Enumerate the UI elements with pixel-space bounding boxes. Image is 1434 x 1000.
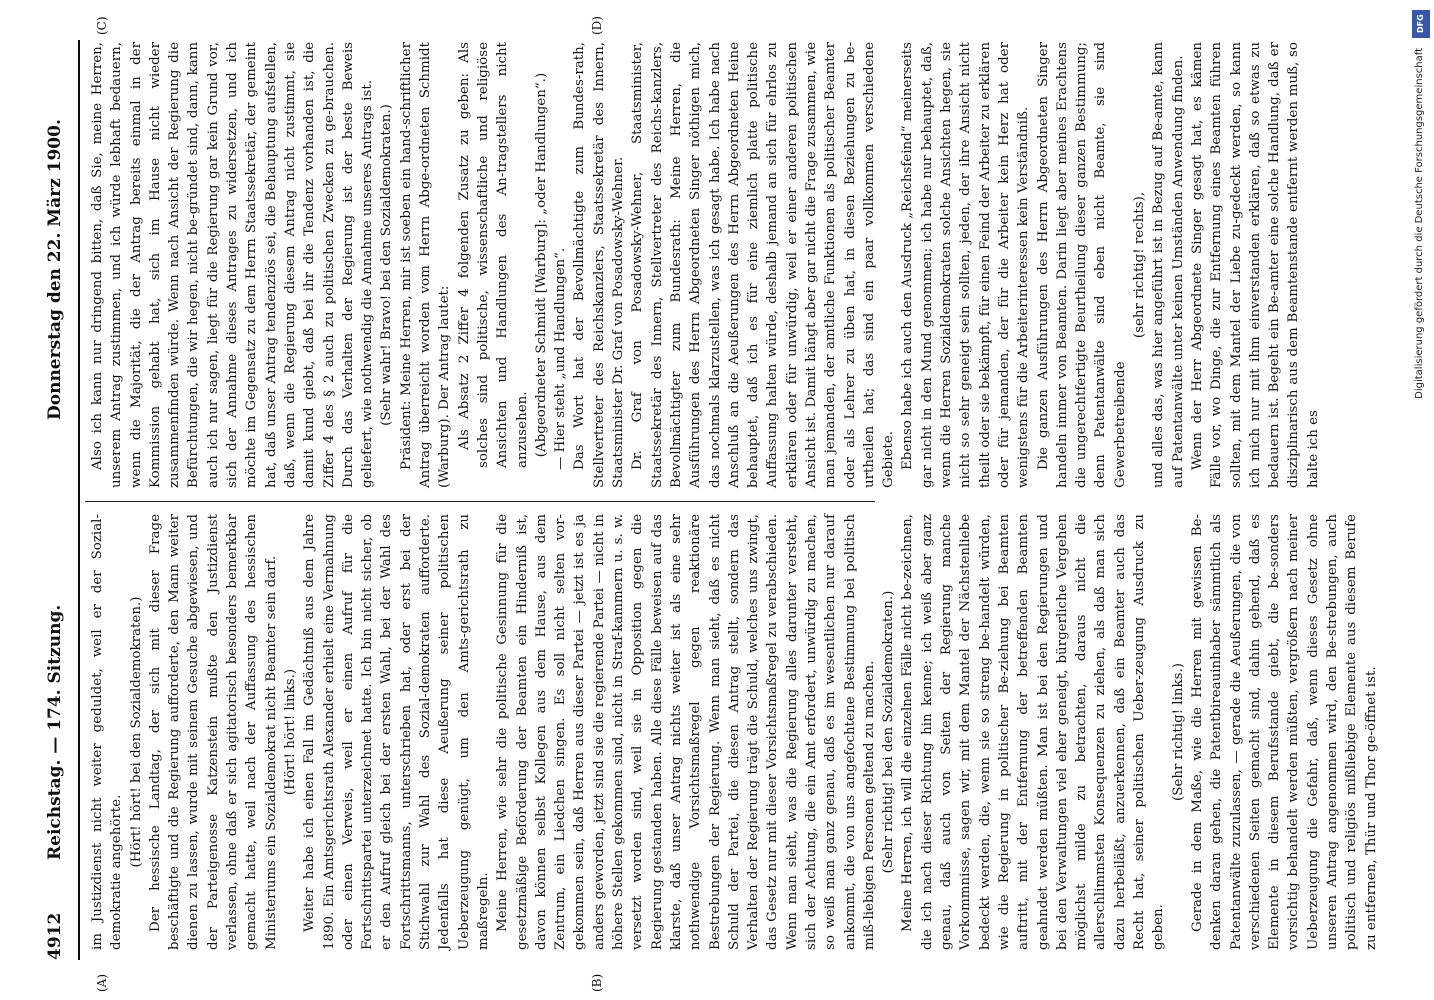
interjection: (Sehr richtig! links.) (1170, 663, 1186, 801)
quoted-motion: Als Absatz 2 Ziffer 4 folgenden Zusatz zu geben: Als solches sind politische, wissenschaftliche und religiöse Ansichten und Handlungen des An-tragstellers nicht anzusehen. (456, 42, 530, 468)
interjection: (Hört! hört! links.) (282, 668, 298, 796)
margin-marker-b: (B) (590, 973, 604, 992)
paragraph: Präsident: Meine Herren, mir ist soeben ein hand-schriftlicher Antrag überreicht worden vom Herrn Abge-ordneten Schmidt (Warburg). Der Antrag lautet: (398, 42, 453, 488)
paragraph: Ebenso habe ich auch den Ausdruck „Reichsfeind“ meinerseits gar nicht in den Mund genommen; ich habe nur behauptet, daß, wenn die Herren Sozialdemokraten solche Ansichten hegen, sie nicht so sehr geneigt sein sollten, jeden, der ihre Ansicht nicht theilt oder sie bekämpft, für einen Feind der Arbeiter zu erklären oder für jemanden, der für die Arbeiter kein Herz hat oder wenigstens für die Arbeiterinteressen kein Verständniß. (900, 42, 1032, 488)
funding-sidebar (1410, 8, 1432, 993)
interjection: (Abgeordneter Schmidt [Warburg]: „oder Handlungen“.) (533, 72, 549, 458)
header-left-title: Reichstag. — 174. Sitzung. (45, 604, 65, 860)
paragraph: Weiter habe ich einen Fall im Gedächtniß aus dem Jahre 1890. Ein Amtsgerichtsrath Alexander erhielt eine Vermahnung oder einen Verweis, weil er einen Aufruf für die Fortschrittspartei unterzeichnet hatte. Ich bin nicht sicher, ob er den Aufruf gleich bei der ersten Wahl, bei der Wahl des Fortschrittsmanns, unterschrieben hat, oder erst bei der Stichwahl zur Wahl des Sozial-demokraten aufforderte. Jedenfalls hat diese Aeußerung seiner politischen Ueberzeugung genügt, um den Amts-gerichtsrath zu maßregeln. (302, 514, 491, 950)
interjection: (Sehr wahr! Bravo! bei den Sozialdemokraten.) (379, 104, 395, 426)
page-number: 4912 (45, 912, 65, 960)
margin-marker-a: (A) (95, 973, 109, 992)
header-right-title: Donnerstag den 22. März 1900. (45, 119, 65, 420)
column-divider (85, 501, 875, 502)
paragraph: Die ganzen Ausführungen des Herrn Abgeordneten Singer handeln immer von Beamten. Darin liegt aber meines Erachtens die ungerechtfertigte Beurtheilung dieser ganzen Bestimmung; denn Patentanwälte sind eben nicht Beamte, sie sind Gewerbetreibende (1035, 42, 1128, 488)
paragraph: Das Wort hat der Bevollmächtigte zum Bundes-rath, Stellvertreter des Reichskanzlers, Staatssekretär des Innern, Staatsminister Dr. Graf von Posadowsky-Wehner. (572, 42, 627, 488)
paragraph: Also ich kann nur dringend bitten, daß Sie, meine Herren, unserem Antrag zustimmen, und ich würde lebhaft bedauern, wenn die Majorität, die der Antrag bereits einmal in der Kommission gehabt hat, sich im Hause nicht wieder zusammenfinden würde. Wenn nach Ansicht der Regierung die Befürchtungen, die wir hegen, nicht be-gründet sind, dann, kann auch ich nur sagen, liegt für die Regierung gar kein Grund vor, sich der Annahme dieses Antrages zu widersetzen, und ich möchte im Gegensatz zu dem Herrn Staatssekretär, der gemeint hat, daß unser Antrag tendenziös sei, die Behauptung aufstellen, daß, wenn die Regierung diesem Antrag nicht zustimmt, sie damit kund giebt, daß bei ihr die Tendenz vorhanden ist, die Ziffer 4 des § 2 auch zu politischen Zwecken zu ge-brauchen. Durch das Verhalten der Regierung ist der beste Beweis geliefert, wie nothwendig die Annahme unseres Antrags ist. (90, 42, 376, 488)
right-column (88, 42, 1323, 488)
paragraph: Der hessische Landtag, der sich mit dieser Frage beschäftigte und die Regierung aufforderte, den Mann weiter dienen zu lassen, wurde mit seinem Gesuche abgewiesen, und der Parteigenosse Katzenstein mußte den Justizdienst verlassen, ohne daß er sich agitatorisch besonders bemerkbar gemacht hatte, weil nach der Auffassung des hessischen Ministeriums ein Sozialdemokrat nicht Beamter sein darf. (147, 514, 279, 950)
paragraph: Meine Herren, wie sehr die politische Gesinnung für die gesetzmäßige Beförderung der Beamten ein Hinderniß ist, davon können selbst Kollegen aus dem Hause, aus dem Zentrum, ein Liedchen singen. Es soll nicht selten vor-gekommen sein, daß Herren aus dieser Partei — jetzt ist es ja anders geworden, jetzt sind sie die regierende Partei — nicht in höhere Stellen gekommen sind, nicht in Straf-kammern u. s. w. versetzt worden sind, weil sie in Opposition gegen die Regierung gestanden haben. Alle diese Fälle beweisen auf das klarste, daß unser Antrag nichts weiter ist als eine sehr nothwendige Vorsichtsmaßregel gegen reaktionäre Bestrebungen der Regierung. Wenn man sieht, daß es nicht Schuld der Partei, die diesen Antrag stellt, sondern das Verhalten der Regierung trägt die Schuld, welches uns zwingt, das Gesetz nur mit dieser Vorsichtsmaßregel zu verabschieden. Wenn man sieht, was die Regierung alles darunter versteht, sich der Achtung, die ein Amt erfordert, unwürdig zu machen, so weiß man ganz genau, daß es im wesentlichen nur darauf ankommt, die von uns angefochtene Bestimmung bei politisch miß-liebigen Personen geltend zu machen. (495, 514, 877, 950)
margin-marker-c: (C) (95, 16, 109, 35)
page-header (45, 40, 77, 960)
margin-marker-d: (D) (590, 16, 604, 35)
funding-note: Digitalisierung gefördert durch die Deutsche Forschungsgemeinschaft (1414, 48, 1425, 399)
paragraph: und alles das, was hier angeführt ist in Bezug auf Be-amte, kann auf Patentanwälte unter keinen Umständen Anwendung finden. (1151, 42, 1186, 488)
interjection: (Hört! hört! bei den Sozialdemokraten.) (128, 596, 144, 868)
header-rule (78, 40, 80, 960)
paragraph: Wenn der Herr Abgeordnete Singer gesagt hat, es kämen Fälle vor, wo Dinge, die zur Entfernung eines Beamten führen sollten, mit dem Mantel der Liebe zu-gedeckt werden, so kann ich mich nur mit ihm einverstanden erklären, daß so etwas zu bedauern ist. Begeht ein Be-amter eine solche Handlung, daß er disziplinarisch aus dem Beamtenstande entfernt werden muß, so halte ich es (1189, 42, 1321, 488)
interjection: (sehr richtig! rechts), (1132, 191, 1148, 339)
dfg-logo: DFG (1412, 10, 1430, 38)
paragraph: — Hier steht „und Handlungen“. (553, 247, 569, 470)
paragraph: Meine Herren, ich will die einzelnen Fälle nicht be-zeichnen, die ich nach dieser Richtung hin kenne; ich weiß aber ganz genau, daß auch von Seiten der Regierung manche Vorkommnisse, sagen wir, mit dem Mantel der Nächstenliebe bedeckt werden, die, wenn sie so streng be-handelt würden, wie die Regierung in politischer Be-ziehung bei Beamten auftritt, mit der Entfernung der betreffenden Beamten geahndet werden müßten. Man ist bei den Regierungen und bei den Verwaltungen viel eher geneigt, bürgerliche Vergehen möglichst milde zu betrachten, daraus nicht die allerschlimmsten Konsequenzen zu ziehen, als daß man sich dazu herbeiläßt, anzuerkennen, daß ein Beamter auch das Recht hat, seiner politischen Ueber-zeugung Ausdruck zu geben. (900, 514, 1167, 950)
paragraph: Gerade in dem Maße, wie die Herren mit gewissen Be-denken daran gehen, die Patentbireauinhaber sämmtlich als Patentanwälte zuzulassen, — gerade die Aeußerungen, die von verschiedenen Seiten gemacht sind, dahin gehend, daß es Elemente in diesem Berufsstande giebt, die be-sonders vorsichtig behandelt werden müßten, vergrößern nach meiner Ueberzeugung die Gefahr, daß, wenn dieses Gesetz ohne unseren Antrag angenommen wird, den Be-strebungen, auch politisch und religiös mißliebige Elemente aus diesem Berufe zu entfernen, Thür und Thor ge-öffnet ist. (1189, 514, 1379, 950)
left-column (88, 514, 1381, 950)
paragraph: Dr. Graf von Posadowsky-Wehner, Staatsminister, Staatssekretär des Innern, Stellvertreter des Reichs-kanzlers, Bevollmächtigter zum Bundesrath: Meine Herren, die Ausführungen des Herrn Abgeordneten Singer nöthigen mich, das nochmals klarzustellen, was ich gesagt habe. Ich habe nach Anschluß an die Aeußerungen des Herrn Abgeordneten Heine behauptet, daß ich es für eine ziemlich platte politische Auffassung halten würde, deshalb jemand an sich für ehrlos zu erklären oder für unwürdig, weil er einer anderen politischen Ansicht ist. Damit hängt aber gar nicht die Frage zusammen, wie man jemanden, der amtliche Funktionen als politischer Beamter oder als Lehrer zu üben hat, in diesen Beziehungen zu be-urtheilen hat; das sind ein paar vollkommen verschiedene Gebiete. (630, 42, 897, 488)
interjection: (Sehr richtig! bei den Sozialdemokraten.) (881, 590, 897, 874)
paragraph: im Justizdienst nicht weiter geduldet, weil er der Sozial-demokratie angehörte. (90, 514, 125, 950)
